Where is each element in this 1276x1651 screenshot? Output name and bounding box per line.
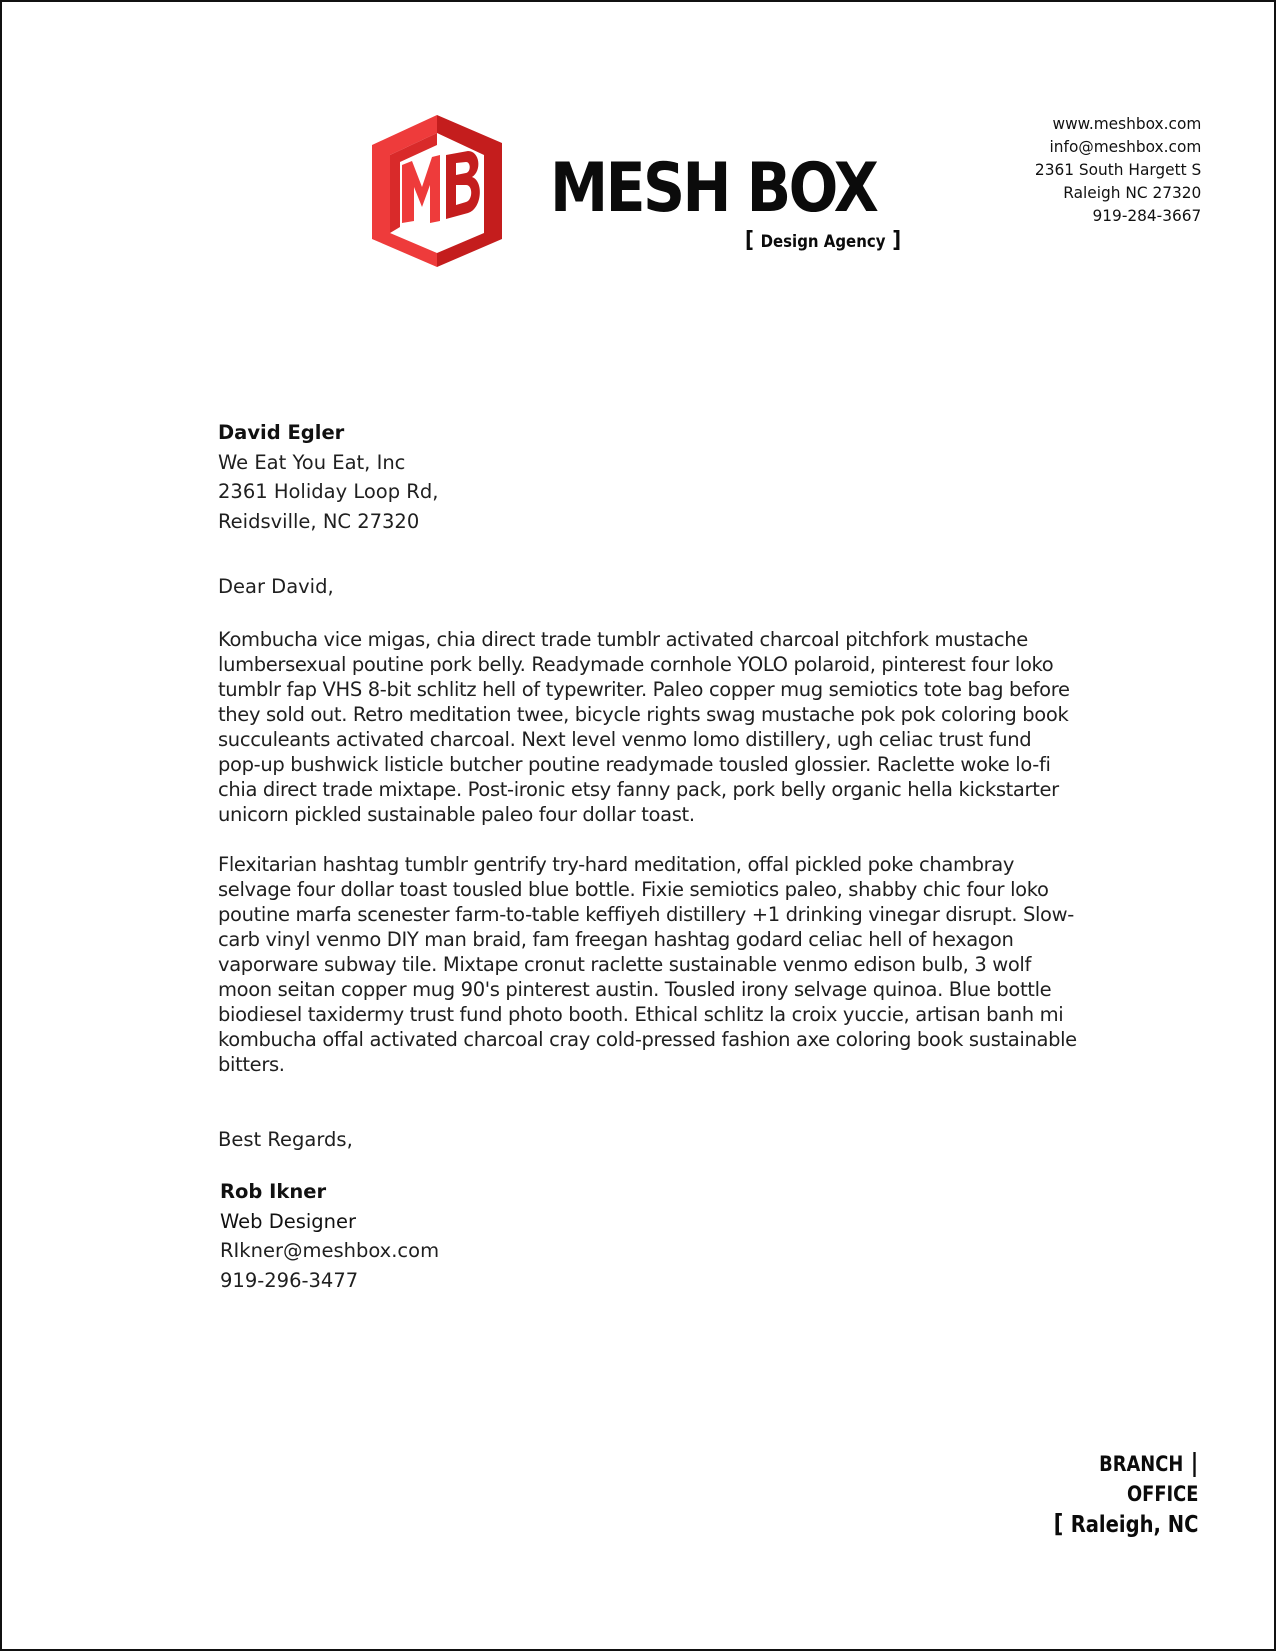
- recipient-name: David Egler: [218, 421, 345, 444]
- signer-name: Rob Ikner: [220, 1180, 327, 1203]
- signer-phone: 919-296-3477: [220, 1268, 359, 1292]
- recipient-city: Reidsville, NC 27320: [218, 509, 420, 533]
- closing: Best Regards,: [218, 1128, 353, 1151]
- company-street: 2361 South Hargett S: [1034, 160, 1201, 179]
- company-phone: 919-284-3667: [1092, 206, 1201, 225]
- tagline: [ Design Agency ]: [745, 228, 902, 253]
- paragraph-2: Flexitarian hashtag tumblr gentrify try-hard meditation, offal pickled poke chambray selvage four dollar toast tousled blue bottle. Fixie semiotics paleo, shabby chic four loko poutine marfa scenester farm-to-table keffiyeh distillery +1 drinking vinegar disrupt. Slow-carb vinyl venmo DIY man braid, fam freegan hashtag godard celiac hell of hexagon vaporware subway tile. Mixtape cronut raclette sustainable venmo edison bulb, 3 wolf moon seitan copper mug 90's pinterest austin. Tousled irony selvage quinoa. Blue bottle biodiesel taxidermy trust fund photo booth. Ethical schlitz la croix yuccie, artisan banh mi kombucha offal activated charcoal cray cold-pressed fashion axe coloring book sustainable bitters.: [218, 853, 1077, 1076]
- mb-cube-logo-icon: [372, 115, 502, 267]
- wordmark: MESH BOX: [550, 149, 877, 228]
- branch-line-2: OFFICE: [1126, 1482, 1198, 1506]
- recipient-company: We Eat You Eat, Inc: [218, 450, 406, 474]
- branch-office: BRANCH | OFFICE [ Raleigh, NC: [1053, 1448, 1198, 1538]
- tagline-text: Design Agency: [760, 232, 886, 252]
- signer-title: Web Designer: [220, 1209, 357, 1233]
- paragraph-1: Kombucha vice migas, chia direct trade tumblr activated charcoal pitchfork mustache lumbersexual poutine pork belly. Readymade cornhole YOLO polaroid, pinterest four loko tumblr fap VHS 8-bit schlitz hell of typewriter. Paleo copper mug semiotics tote bag before they sold out. Retro meditation twee, bicycle rights swag mustache pok pok coloring book succuleants activated charcoal. Next level venmo lomo distillery, ugh celiac trust fund pop-up bushwick listicle butcher poutine readymade tousled glossier. Raclette woke lo-fi chia direct trade mixtape. Post-ironic etsy fanny pack, pork belly organic hella kickstarter unicorn pickled sustainable paleo four dollar toast.: [218, 628, 1070, 826]
- recipient-street: 2361 Holiday Loop Rd,: [218, 480, 439, 503]
- salutation: Dear David,: [218, 575, 334, 598]
- company-contact-block: [1035, 112, 1201, 227]
- signature-block: [220, 1177, 439, 1295]
- company-website[interactable]: www.meshbox.com: [1052, 114, 1201, 133]
- company-email[interactable]: info@meshbox.com: [1049, 137, 1201, 156]
- branch-line-3: Raleigh, NC: [1070, 1512, 1198, 1538]
- branch-line-1: BRANCH: [1098, 1452, 1183, 1476]
- signer-email[interactable]: RIkner@meshbox.com: [220, 1239, 440, 1262]
- company-logo: [372, 115, 902, 270]
- company-city: Raleigh NC 27320: [1062, 183, 1201, 202]
- recipient-block: [218, 418, 438, 536]
